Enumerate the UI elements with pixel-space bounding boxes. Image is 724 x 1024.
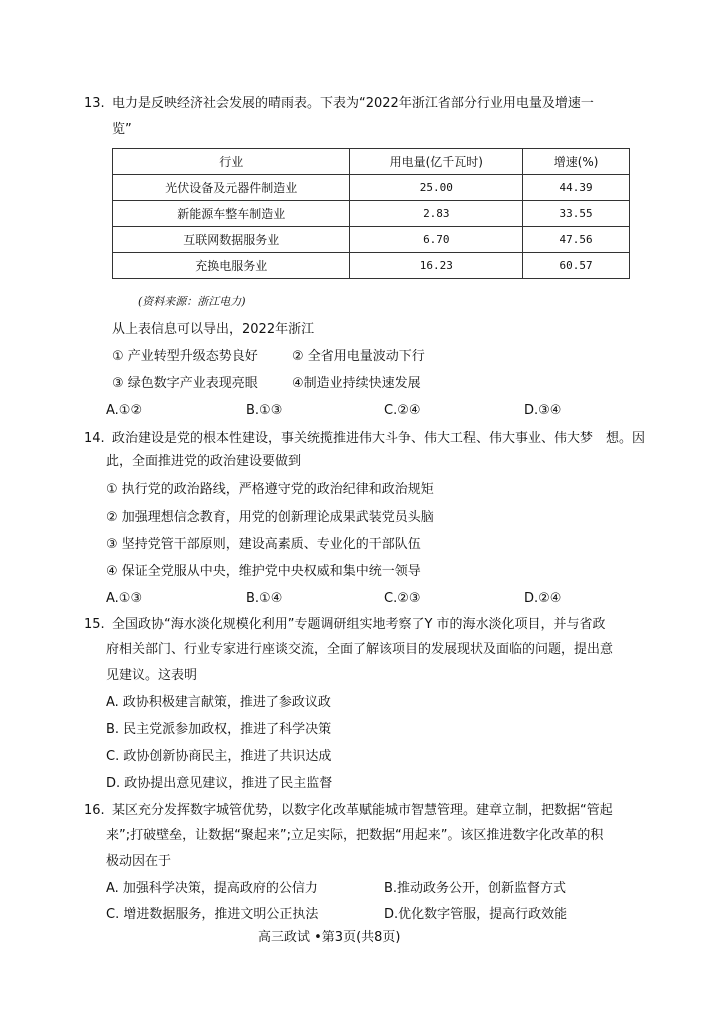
q13-option-c[interactable]: C.②④ — [384, 403, 421, 418]
q14-option-a[interactable]: A.①③ — [106, 591, 143, 606]
table-header: 行业 — [113, 149, 350, 175]
q15-stem-line2: 府相关部门、行业专家进行座谈交流，全面了解该项目的发展现状及面临的问题，提出意 — [106, 642, 614, 657]
q16-option-c[interactable]: C. 增进数据服务，推进文明公正执法 — [106, 907, 319, 922]
q16-option-d[interactable]: D.优化数字管服，提高行政效能 — [384, 907, 568, 922]
q13-item-4: ④制造业持续快速发展 — [292, 376, 421, 391]
q13-table — [112, 148, 630, 279]
q15-option-b[interactable]: B. 民主党派参加政权，推进了科学决策 — [106, 722, 332, 737]
q15-number: 15. — [84, 617, 105, 632]
q14-item-3: ③ 坚持党管干部原则，建设高素质、专业化的干部队伍 — [106, 537, 421, 552]
q16-option-a[interactable]: A. 加强科学决策，提高政府的公信力 — [106, 881, 318, 896]
q15-option-c[interactable]: C. 政协创新协商民主，推进了共识达成 — [106, 749, 332, 764]
q14-number: 14. — [84, 431, 105, 446]
q13-stem-line1: 电力是反映经济社会发展的晴雨表。下表为“2022年浙江省部分行业用电量及增速一 — [112, 96, 594, 111]
table-cell: 44.39 — [523, 175, 630, 201]
table-row — [113, 253, 630, 279]
q16-option-b[interactable]: B.推动政务公开，创新监督方式 — [384, 881, 567, 896]
table-cell: 47.56 — [523, 227, 630, 253]
q13-item-3: ③ 绿色数字产业表现亮眼 — [112, 376, 258, 391]
q14-item-4: ④ 保证全党服从中央，维护党中央权威和集中统一领导 — [106, 564, 421, 579]
table-row — [113, 227, 630, 253]
table-cell: 充换电服务业 — [113, 253, 350, 279]
table-header-row — [113, 149, 630, 175]
q13-item-1: ① 产业转型升级态势良好 — [112, 349, 258, 364]
table-cell: 新能源车整车制造业 — [113, 201, 350, 227]
q13-option-a[interactable]: A.①② — [106, 403, 143, 418]
table-cell: 2.83 — [350, 201, 523, 227]
q13-lead: 从上表信息可以导出，2022年浙江 — [112, 322, 315, 337]
q16-stem-line1: 某区充分发挥数字城管优势，以数字化改革赋能城市智慧管理。建章立制，把数据“管起 — [112, 803, 613, 818]
q16-stem-line3: 极动因在于 — [106, 854, 172, 869]
table-header: 用电量(亿千瓦时) — [350, 149, 523, 175]
table-cell: 16.23 — [350, 253, 523, 279]
q13-number: 13. — [84, 96, 105, 111]
q14-stem-line2: 此，全面推进党的政治建设要做到 — [106, 454, 302, 469]
q15-option-d[interactable]: D. 政协提出意见建议，推进了民主监督 — [106, 776, 333, 791]
q14-option-b[interactable]: B.①④ — [246, 591, 283, 606]
table-row — [113, 175, 630, 201]
q13-option-b[interactable]: B.①③ — [246, 403, 283, 418]
table-cell: 6.70 — [350, 227, 523, 253]
q16-stem-line2: 来”;打破壁垒，让数据“聚起来”;立足实际，把数据“用起来”。该区推进数字化改革的积 — [106, 828, 604, 843]
q13-source: (资料来源：浙江电力) — [138, 295, 246, 308]
q14-item-2: ② 加强理想信念教育，用党的创新理论成果武装党员头脑 — [106, 510, 434, 525]
table-header: 增速(%) — [523, 149, 630, 175]
table-cell: 33.55 — [523, 201, 630, 227]
q16-number: 16. — [84, 803, 105, 818]
table-cell: 60.57 — [523, 253, 630, 279]
q13-stem-line2: 览” — [112, 122, 132, 137]
q15-option-a[interactable]: A. 政协积极建言献策，推进了参政议政 — [106, 695, 331, 710]
table-cell: 互联网数据服务业 — [113, 227, 350, 253]
table-row — [113, 201, 630, 227]
page-footer: 高三政试 •第3页(共8页) — [258, 930, 401, 945]
q14-option-d[interactable]: D.②④ — [524, 591, 562, 606]
q14-option-c[interactable]: C.②③ — [384, 591, 421, 606]
q14-stem-line1: 政治建设是党的根本性建设，事关统揽推进伟大斗争、伟大工程、伟大事业、伟大梦 想。因 — [112, 431, 646, 446]
q13-option-d[interactable]: D.③④ — [524, 403, 562, 418]
q14-item-1: ① 执行党的政治路线，严格遵守党的政治纪律和政治规矩 — [106, 482, 434, 497]
table-cell: 25.00 — [350, 175, 523, 201]
q15-stem-line1: 全国政协“海水淡化规模化利用”专题调研组实地考察了Y 市的海水淡化项目，并与省政 — [112, 617, 606, 632]
q15-stem-line3: 见建议。这表明 — [106, 668, 198, 683]
q13-item-2: ② 全省用电量波动下行 — [292, 349, 425, 364]
table-cell: 光伏设备及元器件制造业 — [113, 175, 350, 201]
